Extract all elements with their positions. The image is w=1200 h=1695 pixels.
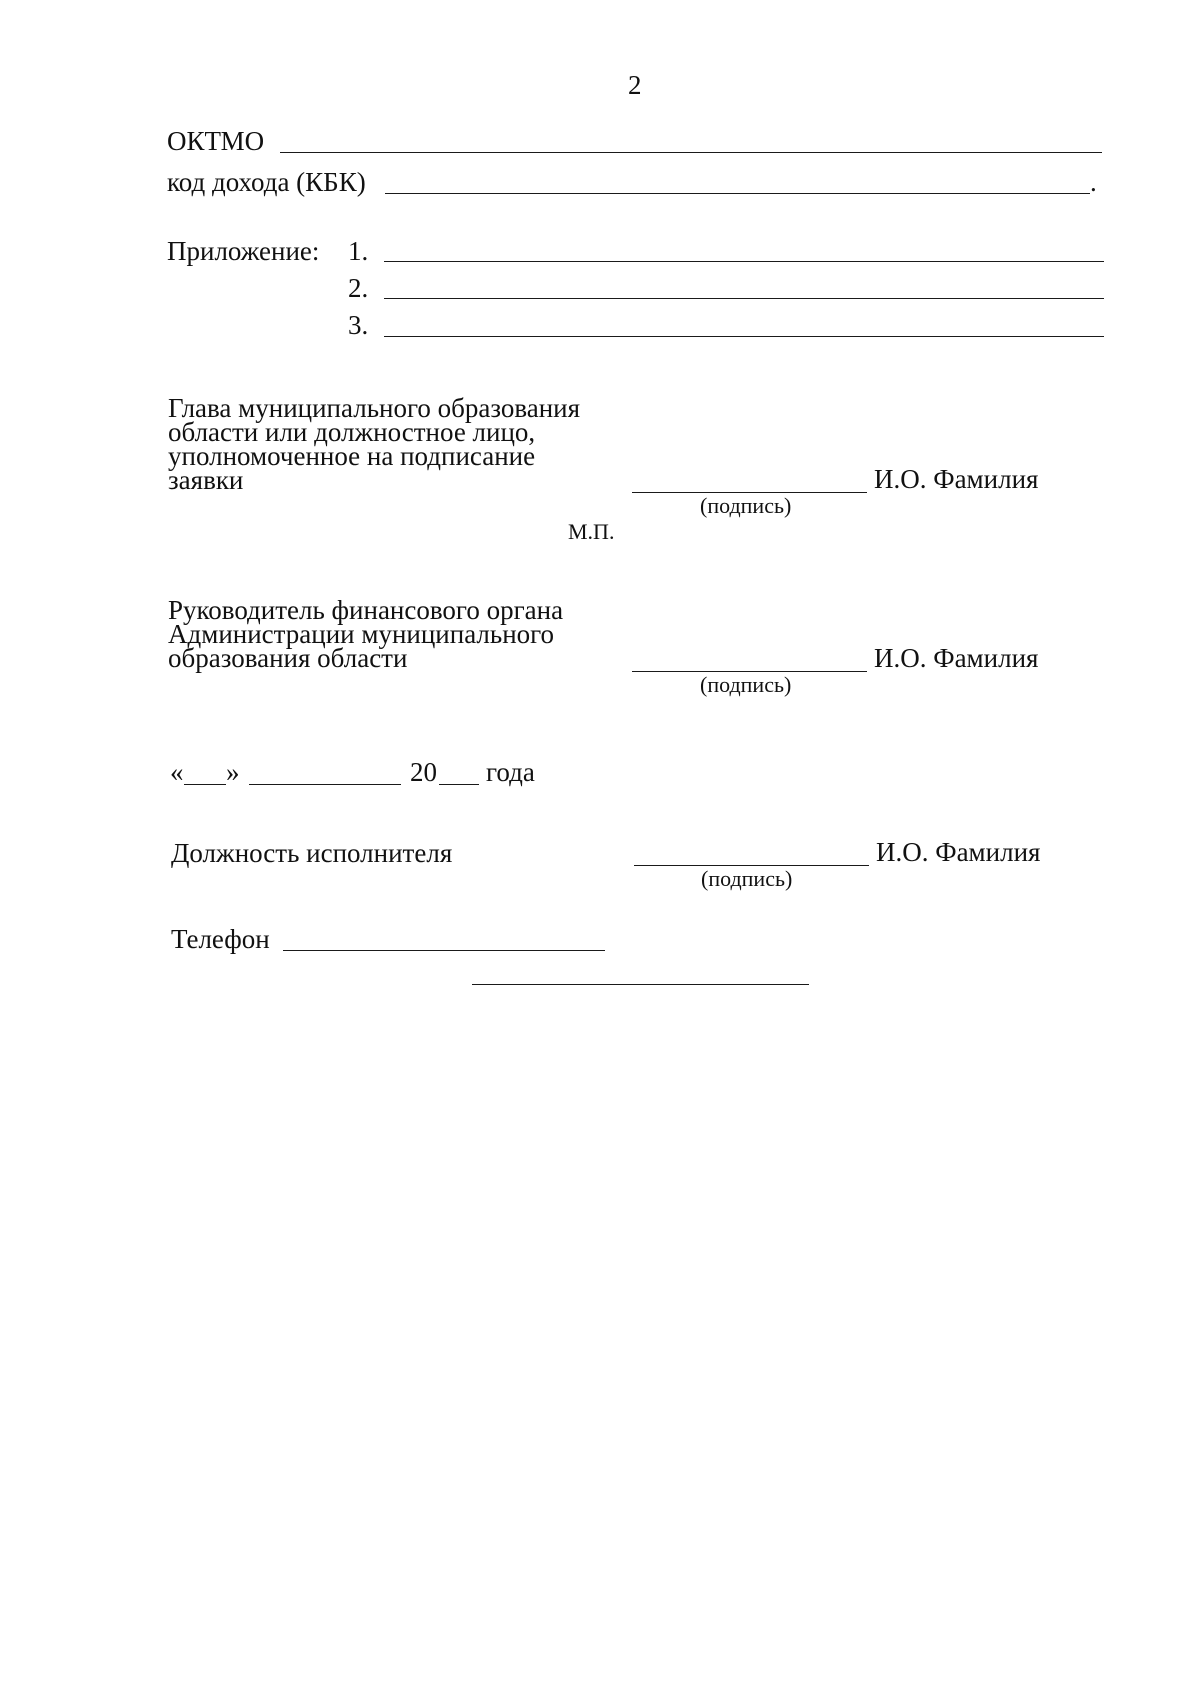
date-day-field[interactable] bbox=[184, 784, 226, 785]
executor-position-label: Должность исполнителя bbox=[171, 838, 453, 868]
date-year-field[interactable] bbox=[439, 784, 479, 785]
head-signatory-name: И.О. Фамилия bbox=[874, 464, 1039, 494]
appendix-item-2-field[interactable] bbox=[384, 298, 1104, 299]
oktmo-field[interactable] bbox=[280, 152, 1102, 153]
kbk-period: . bbox=[1090, 167, 1097, 197]
date-close-quote: » bbox=[226, 757, 240, 787]
closing-divider bbox=[472, 984, 809, 985]
head-title-line: области или должностное лицо, bbox=[168, 417, 536, 447]
finance-title-line: образования области bbox=[168, 643, 408, 673]
date-year-prefix: 20 bbox=[410, 757, 437, 787]
appendix-item-1-field[interactable] bbox=[384, 261, 1104, 262]
finance-signatory-title bbox=[168, 595, 564, 673]
finance-signature-caption: (подпись) bbox=[700, 672, 792, 697]
kbk-field[interactable] bbox=[385, 193, 1090, 194]
head-title-line: Глава муниципального образования bbox=[168, 393, 581, 423]
appendix-item-3-number: 3. bbox=[348, 310, 369, 340]
appendix-item-3-field[interactable] bbox=[384, 336, 1104, 337]
phone-field[interactable] bbox=[283, 950, 605, 951]
appendix-item-2-number: 2. bbox=[348, 273, 369, 303]
finance-signatory-name: И.О. Фамилия bbox=[874, 643, 1039, 673]
oktmo-label: ОКТМО bbox=[167, 126, 265, 156]
head-signatory-title bbox=[168, 393, 581, 495]
executor-signature-caption: (подпись) bbox=[701, 866, 793, 891]
stamp-placeholder: М.П. bbox=[568, 519, 615, 544]
appendix-item-1-number: 1. bbox=[348, 236, 369, 266]
finance-title-line: Администрации муниципального bbox=[168, 619, 555, 649]
date-open-quote: « bbox=[170, 757, 184, 787]
finance-title-line: Руководитель финансового органа bbox=[168, 595, 564, 625]
page-number: 2 bbox=[628, 70, 642, 100]
phone-label: Телефон bbox=[171, 924, 270, 954]
date-month-field[interactable] bbox=[249, 784, 401, 785]
head-title-line: заявки bbox=[168, 465, 244, 495]
head-title-line: уполномоченное на подписание bbox=[168, 441, 536, 471]
appendix-label: Приложение: bbox=[167, 236, 320, 266]
date-suffix: года bbox=[486, 757, 535, 787]
kbk-label: код дохода (КБК) bbox=[167, 167, 366, 197]
executor-name: И.О. Фамилия bbox=[876, 837, 1041, 867]
head-signature-caption: (подпись) bbox=[700, 493, 792, 518]
